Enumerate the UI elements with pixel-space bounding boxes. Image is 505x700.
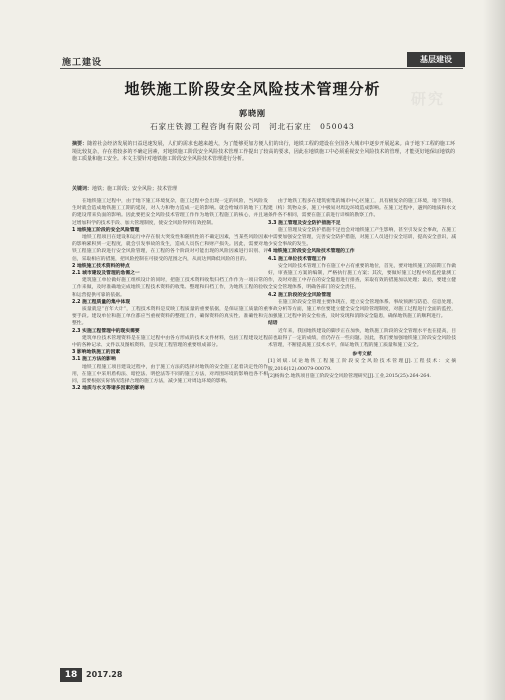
section-heading: 3.2 地质与水文等诸多因素的影响 <box>72 386 145 392</box>
body-paragraph: 建筑单位技术管理资料是在施工过程中由各方形成的技术文件材料，包括工程建设过程中的各种记录、文件以及图纸资料，是实现工程管理的重要组成部分。 <box>72 335 268 349</box>
body-paragraph: 质量就是“百年大计”，工程技术资料是反映工程质量的重要依据，是保证施工质量的重要手段。建设单位和施工单位都应当重视资料的整理工作，确保资料的真实性、准确性和完整性。 <box>72 307 268 327</box>
section-heading: 2.1 城市建设及管理的急需之一 <box>72 271 140 277</box>
issue-number: 2017.28 <box>86 670 123 679</box>
section-heading: 4 地铁施工阶段安全风险技术管理的工作 <box>268 249 355 255</box>
keywords <box>72 185 455 192</box>
header-rule <box>60 68 463 69</box>
reference-item: [1]刘斌.试论地铁工程施工阶段安全风险技术管理[J].工程技术：文摘版,2016(12):00079-00079. <box>268 359 456 372</box>
section-heading: 3.1 施工方法的影响 <box>72 357 116 363</box>
section-heading: 2.3 实施工程管理中的现实需要 <box>72 328 140 334</box>
article-title: 地铁施工阶段安全风险技术管理分析 <box>124 80 381 98</box>
body-paragraph: 建筑施工单位做好施工组织设计的同时，把施工技术资料收集归档工作作为一项日常的工作来做，及时准确地完成地铁工程技术资料的收集、整理和归档工作，为地铁工程的验收和运营提供可靠的依据。 <box>72 278 268 298</box>
running-head-section: 施工建设 <box>62 58 103 68</box>
page-number: 18 <box>60 668 82 682</box>
abstract <box>72 141 455 164</box>
section-heading: 2.2 施工程质量的集中体现 <box>72 299 131 305</box>
body-paragraph: 地铁工程施工项目建设过程中，由于施工方法的选择对地铁的安全施工起着决定性的作用，在施工中采用盾构法、暗挖法、明挖法等不同的施工方法，对周围环境的影响也各不相同，需要根据实际情况选择合理的施工方法，减少施工对周边环境的影响。 <box>72 364 268 385</box>
section-heading: 结语 <box>268 321 278 327</box>
scan-shadow <box>483 0 505 700</box>
body-paragraph: 近年来，我国地铁建设的脚步正在加快，地铁施工阶段的安全管理水平也在提高，目前也取得了一定的成绩，但仍存在一些问题。因此，我们要加强地铁施工阶段安全风险技术管理，不断提高施工技术水平，保证地铁工程的施工质量和施工安全。 <box>268 328 456 349</box>
keywords-text: 地铁；施工阶段；安全风险；技术管理 <box>92 186 178 192</box>
section-heading: 4.1 施工单位技术管理工作 <box>268 256 327 262</box>
article-author: 郭晓刚 <box>239 109 266 118</box>
abstract-text: 随着社会经济发展的日益迅速发展，人们的需求也越来越大，为了能够更加方便人们的出行，地铁工程的建设在全国各大城市中逐步开展起来。由于地下工程的施工环境比较复杂，存在着较多的不确定因素，对地铁施工阶段安全风险技术管理工作提出了较高的要求，因此在地铁施工中必须重视安全风险技术的管理，才能更好地保证地铁的施工质量和施工安全。本文主要针对地铁施工阶段安全风险技术管理进行分析。 <box>72 141 455 163</box>
body-paragraph: 施工管理及安全防护措施不足也会对地铁施工产生影响，甚至引发安全事故，在施工中需要加强安全管理，完善安全防护措施，对施工人员进行安全培训，提高安全意识，减少安全事故的发生。 <box>268 227 456 248</box>
keywords-label: 关键词： <box>72 186 93 192</box>
body-paragraph: 由于地铁工程多在建筑密集的城市中心区施工，具有极复杂的施工环境，地下管线、建（构）筑物众多，施工中极易对周边环境造成影响。在施工过程中，遇到的地质和水文条件各不相同，需要在施工前进行详细的勘察工作。 <box>268 199 456 219</box>
section-heading: 4.2 施工阶段的安全风险管理 <box>268 292 331 298</box>
references-heading: 参考文献 <box>352 352 372 358</box>
reference-item: [2]杨海全.地铁项目施工阶段安全风险管理研究[J].工业,2015(25):264-264. <box>268 373 431 379</box>
article-affiliation: 石家庄铁源工程咨询有限公司 河北石家庄 050043 <box>150 122 355 131</box>
body-paragraph: 在施工阶段安全管理主要体现在，建立安全管理体系、事故预测与防范、信息处理、事故分析等方面，施工单位要建立健全安全风险管理制度，对施工过程进行全面的监控，加强施工过程中的安全检查，及时发现和消除安全隐患，确保地铁施工的顺利进行。 <box>268 299 456 320</box>
section-heading: 3.3 施工管理及安全防护措施不足 <box>268 220 341 226</box>
body-column-right <box>268 198 456 663</box>
page-footer <box>60 668 130 682</box>
background-ghost-text: 研究 <box>410 90 445 108</box>
section-heading: 1 地铁施工阶段的安全风险管理 <box>72 227 140 233</box>
body-paragraph: 地铁工程项目在建设和运行中存在很大突发性和随机性的不确定因素，当某些风险因素的影响累积到一定程度，就会引发事故的发生，造成人员伤亡和财产损失。因此，需要对地铁工程施工阶段进行安全风险管理，在工程的各个阶段对可能出现的风险因素进行识别、评估，采取相应的措施，把风险控制在可接受的范围之内，从而达到降低风险的目的。 <box>72 235 268 262</box>
section-heading: 3 影响地铁施工的因素 <box>72 350 121 356</box>
body-paragraph: 安全风险技术管理工作在施工中占有重要的地位，首先，要对地铁施工的前期工作做好，审查施工方案的编制，严格执行施工方案；其次，要做好施工过程中的监控量测工作，及时对施工中存在的安全隐患进行排查，采取有效的措施加以处理；最后，要建立健全安全管理体系，明确各部门的安全责任。 <box>268 263 456 291</box>
abstract-label: 摘要： <box>72 141 88 147</box>
body-paragraph: 在地铁施工过程中，由于地下施工环境复杂，施工过程中会出现一定的风险，当风险发生时就会造成地铁施工工期的延误，对人力和物力造成一定的影响。就会给城市的地下工程的建设带来负面的影响。因此要把安全风险技术管理工作作为地铁工程施工的核心，并且通过增加科学的技术手段、加大管理制度，使安全风险得到有效控制。 <box>72 199 268 226</box>
section-heading: 2 地铁施工技术资料的特点 <box>72 263 130 269</box>
body-column-left <box>72 198 268 663</box>
running-head-badge: 基层建设 <box>407 52 465 67</box>
